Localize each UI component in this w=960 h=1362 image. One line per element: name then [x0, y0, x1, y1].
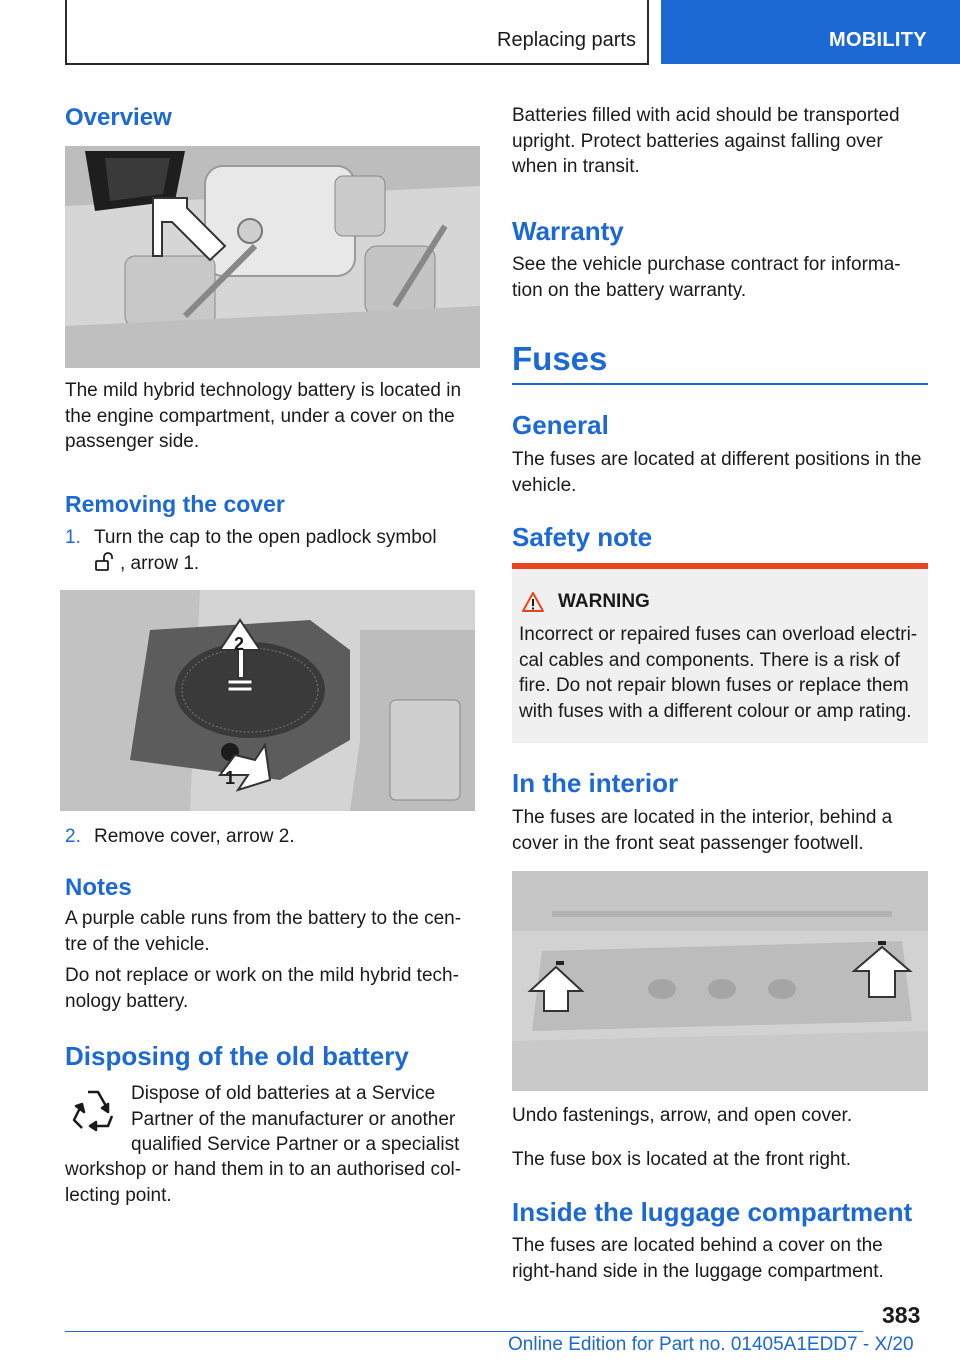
header-tab-label: MOBILITY: [829, 29, 927, 51]
safety-note-heading: Safety note: [512, 522, 653, 552]
warranty-heading: Warranty: [512, 216, 624, 246]
general-heading: General: [512, 410, 609, 440]
footer-rule: [65, 1331, 863, 1332]
step-2-text: Remove cover, arrow 2.: [94, 826, 295, 847]
padlock-open-icon: [94, 552, 116, 572]
removing-cover-heading: Removing the cover: [65, 491, 285, 517]
header-section-title: Replacing parts: [497, 29, 636, 51]
header-tab-mobility[interactable]: [661, 0, 960, 64]
fuses-heading: Fuses: [512, 340, 608, 377]
notes-paragraph-2: Do not replace or work on the mild hybrid tech- nology battery.: [65, 965, 459, 1012]
warning-box: [512, 563, 928, 743]
photo-label-arrow-1: 1: [225, 768, 236, 788]
header-rule-left: [65, 0, 67, 64]
notes-heading: Notes: [65, 874, 132, 901]
step-2-number: 2.: [65, 826, 81, 847]
battery-cover-photo: [60, 590, 475, 811]
warning-title: WARNING: [558, 591, 650, 612]
warning-triangle-icon: [521, 591, 545, 613]
luggage-heading: Inside the luggage compartment: [512, 1197, 913, 1227]
interior-paragraph: The fuses are located in the interior, behind a cover in the front seat passenger footwell.: [512, 807, 893, 854]
header-underline: [65, 63, 649, 65]
fusebox-paragraph: The fuse box is located at the front right.: [512, 1149, 852, 1170]
step-1-text-part-b: , arrow 1.: [120, 552, 200, 574]
disposing-paragraph-a: Dispose of old batteries at a Service Partner of the manufacturer or another qualified Service Partner or a specialist: [131, 1083, 460, 1155]
fuses-heading-rule: [512, 383, 928, 385]
overview-heading: Overview: [65, 104, 172, 131]
disposing-paragraph-b: workshop or hand them in to an authorised col- lecting point.: [65, 1159, 462, 1206]
transport-paragraph: Batteries filled with acid should be transported upright. Protect batteries against falling over when in transit.: [512, 105, 900, 177]
warning-bar: [512, 563, 928, 569]
interior-heading: In the interior: [512, 768, 679, 798]
footwell-cover-photo: [512, 871, 928, 1091]
notes-paragraph-1: A purple cable runs from the battery to the cen- tre of the vehicle.: [65, 908, 462, 955]
engine-compartment-photo: [65, 146, 480, 368]
disposing-heading: Disposing of the old battery: [65, 1041, 409, 1071]
photo-label-arrow-2: 2: [234, 634, 245, 654]
header-rule-right: [647, 0, 649, 64]
recycling-icon: [66, 1086, 120, 1140]
footer-edition: Online Edition for Part no. 01405A1EDD7 - X/20: [508, 1334, 914, 1355]
page-number: 383: [882, 1302, 921, 1328]
general-paragraph: The fuses are located at different positions in the vehicle.: [512, 449, 922, 496]
step-1-number: 1.: [65, 527, 81, 548]
step-1-text-part-a: Turn the cap to the open padlock symbol: [94, 527, 437, 548]
luggage-paragraph: The fuses are located behind a cover on the right-hand side in the luggage compartment.: [512, 1235, 884, 1282]
undo-paragraph: Undo fastenings, arrow, and open cover.: [512, 1105, 853, 1126]
step-1-text: [94, 525, 480, 576]
warning-text: Incorrect or repaired fuses can overload electri- cal cables and components. There is a risk of fire. Do not repair blown fuses or replace them with fuses with a different colour or amp rating.: [519, 624, 918, 722]
warranty-paragraph: See the vehicle purchase contract for informa- tion on the battery warranty.: [512, 254, 901, 301]
overview-paragraph: The mild hybrid technology battery is located in the engine compartment, under a cover on the passenger side.: [65, 380, 462, 452]
